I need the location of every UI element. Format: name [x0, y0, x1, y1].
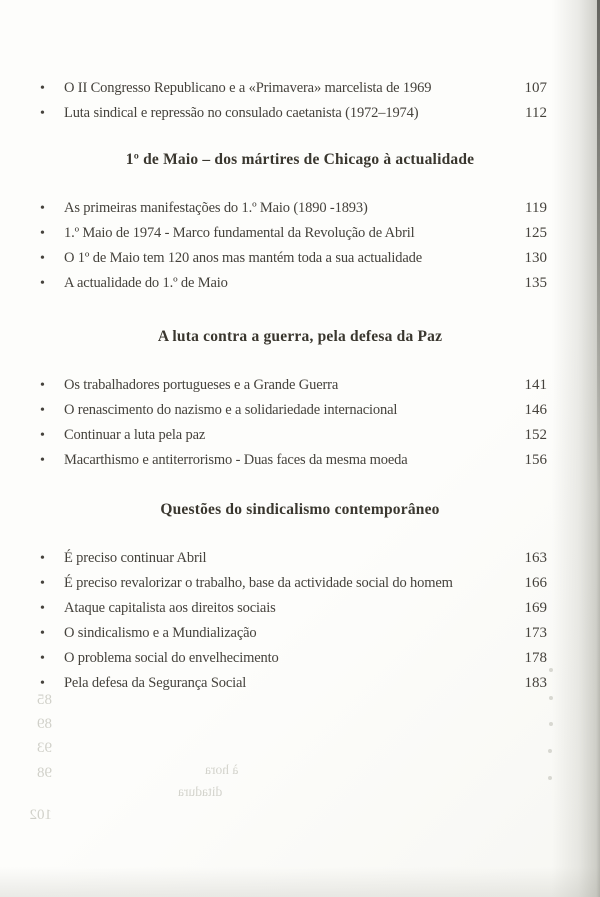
toc-entry-row	[40, 596, 547, 621]
entry-title: As primeiras manifestações do 1.º Maio (1890 -1893)	[64, 200, 368, 216]
entry-page-number: 152	[524, 427, 547, 443]
section-heading: 1º de Maio – dos mártires de Chicago à actualidade	[125, 151, 475, 168]
toc-entry-row	[40, 546, 547, 571]
entry-page-number: 146	[524, 402, 547, 418]
toc-entry-row	[40, 646, 547, 671]
entry-title: O sindicalismo e a Mundialização	[64, 625, 257, 641]
entry-page-number: 107	[524, 80, 547, 96]
toc-entry-row	[40, 571, 547, 596]
bullet-icon: •	[40, 601, 45, 616]
entry-page-number: 119	[525, 200, 547, 216]
bullet-icon: •	[40, 251, 45, 266]
entry-title: O II Congresso Republicano e a «Primavera» marcelista de 1969	[64, 80, 432, 96]
entry-title: Pela defesa da Segurança Social	[64, 675, 247, 691]
toc-section	[0, 148, 600, 296]
entry-title: Continuar a luta pela paz	[64, 427, 206, 443]
toc-entry-row	[40, 373, 547, 398]
entry-page-number: 166	[524, 575, 547, 591]
entry-page-number: 169	[524, 600, 547, 616]
entry-page-number: 141	[524, 377, 547, 393]
bullet-icon: •	[40, 226, 45, 241]
toc-entry-row	[40, 423, 547, 448]
bullet-icon: •	[40, 428, 45, 443]
entry-page-number: 173	[524, 625, 547, 641]
bullet-icon: •	[40, 201, 45, 216]
entry-title: A actualidade do 1.º de Maio	[64, 275, 228, 291]
bleedthrough-bullet-dot	[549, 696, 553, 700]
toc-entry-row	[40, 621, 547, 646]
entry-page-number: 112	[525, 105, 547, 121]
toc-entry-row	[40, 221, 547, 246]
entry-title: O problema social do envelhecimento	[64, 650, 279, 666]
bullet-icon: •	[40, 651, 45, 666]
entry-page-number: 130	[524, 250, 547, 266]
entry-title: 1.º Maio de 1974 - Marco fundamental da Revolução de Abril	[64, 225, 415, 241]
bullet-icon: •	[40, 106, 45, 121]
entry-page-number: 163	[524, 550, 547, 566]
entry-title: É preciso revalorizar o trabalho, base da actividade social do homem	[64, 575, 453, 591]
bleedthrough-bullet-dot	[548, 749, 552, 753]
bullet-icon: •	[40, 551, 45, 566]
entry-page-number: 156	[524, 452, 547, 468]
toc-entry-row	[40, 398, 547, 423]
toc-section	[0, 325, 600, 473]
bullet-icon: •	[40, 453, 45, 468]
bleedthrough-bullet-dot	[549, 722, 553, 726]
bleedthrough-text-fragment: ditadura	[178, 784, 223, 799]
entry-page-number: 178	[524, 650, 547, 666]
bleedthrough-text-fragment: à hora	[205, 762, 239, 777]
entry-title: Os trabalhadores portugueses e a Grande Guerra	[64, 377, 339, 393]
toc-entry-row	[40, 101, 547, 126]
bleedthrough-bullet-dot	[548, 776, 552, 780]
entry-page-number: 183	[524, 675, 547, 691]
toc-section	[0, 498, 600, 696]
bleedthrough-page-number: 98	[37, 765, 52, 781]
section-heading: A luta contra a guerra, pela defesa da Paz	[157, 328, 443, 345]
bleedthrough-page-number: 93	[37, 740, 52, 756]
bullet-icon: •	[40, 576, 45, 591]
bullet-icon: •	[40, 276, 45, 291]
bullet-icon: •	[40, 626, 45, 641]
section-heading: Questões do sindicalismo contemporâneo	[160, 501, 440, 518]
bullet-icon: •	[40, 81, 45, 96]
bleedthrough-page-number: 85	[37, 692, 52, 708]
bleedthrough-page-number: 102	[29, 807, 52, 823]
entry-page-number: 125	[524, 225, 547, 241]
toc-entry-row	[40, 448, 547, 473]
bullet-icon: •	[40, 378, 45, 393]
toc-entry-row	[40, 246, 547, 271]
toc-entry-row	[40, 271, 547, 296]
entry-title: É preciso continuar Abril	[64, 550, 207, 566]
toc-entry-row	[40, 671, 547, 696]
entry-title: Ataque capitalista aos direitos sociais	[64, 600, 276, 616]
entry-title: O renascimento do nazismo e a solidariedade internacional	[64, 402, 398, 418]
bleedthrough-page-number: 89	[37, 716, 52, 732]
entry-title: Macarthismo e antiterrorismo - Duas faces da mesma moeda	[64, 452, 408, 468]
bullet-icon: •	[40, 403, 45, 418]
toc-section	[0, 76, 600, 126]
entry-page-number: 135	[524, 275, 547, 291]
bullet-icon: •	[40, 676, 45, 691]
toc-entry-row	[40, 196, 547, 221]
toc-entry-row	[40, 76, 547, 101]
entry-title: Luta sindical e repressão no consulado caetanista (1972–1974)	[64, 105, 419, 121]
entry-title: O 1º de Maio tem 120 anos mas mantém toda a sua actualidade	[64, 250, 423, 266]
